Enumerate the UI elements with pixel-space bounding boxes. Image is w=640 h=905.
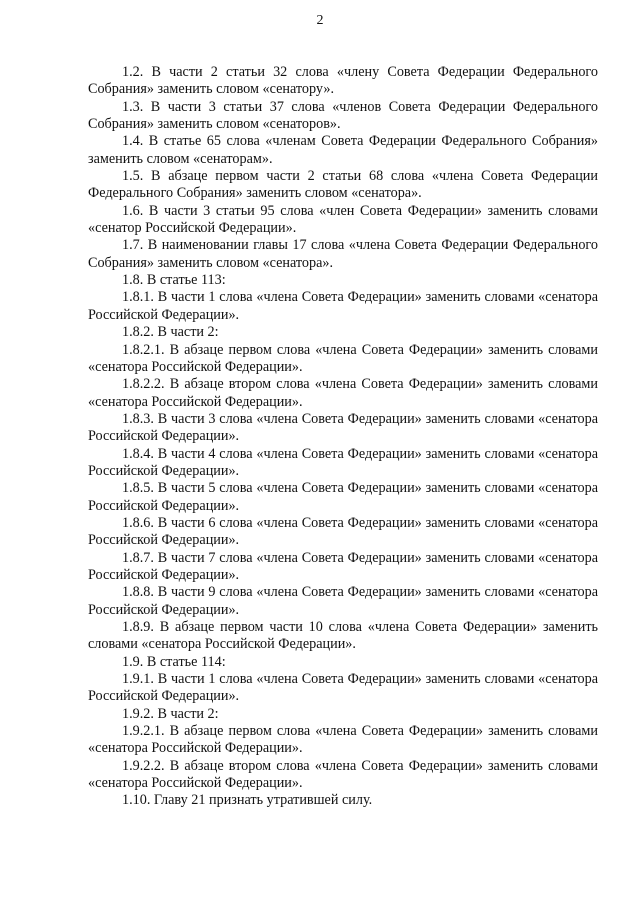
paragraph-1-10: 1.10. Главу 21 признать утратившей силу. bbox=[122, 792, 373, 809]
paragraph-1-8-2-1: 1.8.2.1. В абзаце первом слова «члена Совета Федерации» заменить словами «сенатора Российской Федерации». bbox=[88, 341, 598, 375]
paragraph-1-8-5: 1.8.5. В части 5 слова «члена Совета Федерации» заменить словами «сенатора Российской Федерации». bbox=[88, 480, 598, 514]
paragraph-1-9-1: 1.9.1. В части 1 слова «члена Совета Федерации» заменить словами «сенатора Российской Федерации». bbox=[88, 671, 598, 705]
paragraph-1-9-2-1: 1.9.2.1. В абзаце первом слова «члена Совета Федерации» заменить словами «сенатора Российской Федерации». bbox=[88, 723, 598, 757]
paragraph-1-6: 1.6. В части 3 статьи 95 слова «член Совета Федерации» заменить словами «сенатор Российской Федерации». bbox=[88, 202, 598, 237]
document-body bbox=[88, 64, 598, 810]
paragraph-1-5: 1.5. В абзаце первом части 2 статьи 68 слова «члена Совета Федерации Федерального Собрания» заменить словом «сенатора». bbox=[88, 168, 598, 202]
paragraph-1-8: 1.8. В статье 113: bbox=[122, 272, 226, 289]
paragraph-1-9-2-2: 1.9.2.2. В абзаце втором слова «члена Совета Федерации» заменить словами «сенатора Российской Федерации». bbox=[88, 757, 598, 792]
paragraph-1-7: 1.7. В наименовании главы 17 слова «члена Совета Федерации Федерального Собрания» заменить словом «сенатора». bbox=[88, 237, 598, 271]
page-number: 2 bbox=[316, 13, 324, 28]
paragraph-1-8-4: 1.8.4. В части 4 слова «члена Совета Федерации» заменить словами «сенатора Российской Федерации». bbox=[88, 445, 598, 479]
paragraph-1-8-7: 1.8.7. В части 7 слова «члена Совета Федерации» заменить словами «сенатора Российской Федерации». bbox=[88, 549, 598, 583]
paragraph-1-8-2: 1.8.2. В части 2: bbox=[122, 324, 219, 341]
paragraph-1-8-8: 1.8.8. В части 9 слова «члена Совета Федерации» заменить словами «сенатора Российской Федерации». bbox=[88, 584, 598, 618]
paragraph-1-4: 1.4. В статье 65 слова «членам Совета Федерации Федерального Собрания» заменить словом «сенаторам». bbox=[88, 133, 598, 167]
paragraph-1-8-2-2: 1.8.2.2. В абзаце втором слова «члена Совета Федерации» заменить словами «сенатора Российской Федерации». bbox=[88, 376, 598, 410]
paragraph-1-8-3: 1.8.3. В части 3 слова «члена Совета Федерации» заменить словами «сенатора Российской Федерации». bbox=[88, 410, 598, 445]
paragraph-1-9-2: 1.9.2. В части 2: bbox=[122, 705, 219, 722]
paragraph-1-9: 1.9. В статье 114: bbox=[122, 653, 226, 670]
paragraph-1-8-1: 1.8.1. В части 1 слова «члена Совета Федерации» заменить словами «сенатора Российской Федерации». bbox=[88, 289, 598, 323]
paragraph-1-2: 1.2. В части 2 статьи 32 слова «члену Совета Федерации Федерального Собрания» заменить словом «сенатору». bbox=[88, 64, 598, 98]
paragraph-1-8-6: 1.8.6. В части 6 слова «члена Совета Федерации» заменить словами «сенатора Российской Федерации». bbox=[88, 514, 598, 549]
paragraph-1-3: 1.3. В части 3 статьи 37 слова «членов Совета Федерации Федерального Собрания» заменить словом «сенаторов». bbox=[88, 98, 598, 133]
paragraph-1-8-9: 1.8.9. В абзаце первом части 10 слова «члена Совета Федерации» заменить словами «сенатора Российской Федерации». bbox=[88, 619, 598, 653]
